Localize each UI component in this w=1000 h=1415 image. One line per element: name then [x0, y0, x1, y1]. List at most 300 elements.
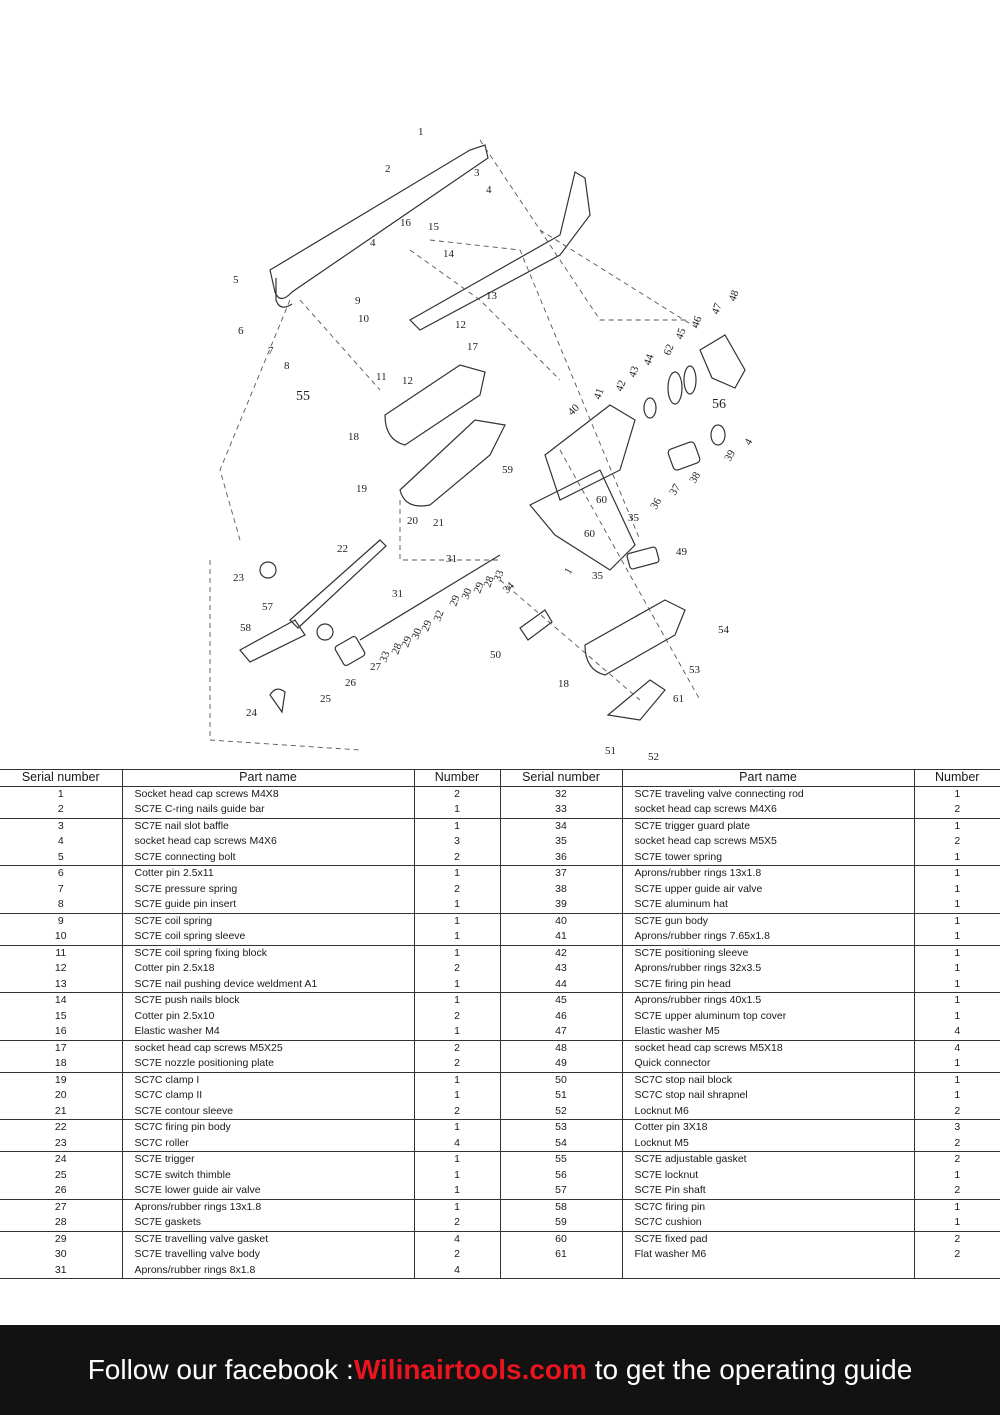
- callout-label: 50: [490, 649, 501, 661]
- quantity-cell: 2: [954, 1248, 961, 1261]
- callout-label: 62: [661, 342, 677, 358]
- table-row: [0, 866, 1000, 882]
- serial-cell: 60: [500, 1231, 622, 1247]
- serial-cell: 51: [500, 1088, 622, 1104]
- parts-table-body: [0, 786, 1000, 1279]
- part-name-cell: socket head cap screws M5X5: [622, 834, 914, 850]
- callout-label: 53: [689, 664, 700, 676]
- callout-label: 52: [648, 751, 659, 763]
- part-name-cell: SC7E nail pushing device weldment A1: [122, 977, 414, 993]
- table-row: [0, 1088, 1000, 1104]
- diagram-callout-labels: [233, 126, 756, 763]
- serial-cell: 49: [500, 1056, 622, 1072]
- part-name-cell: Aprons/rubber rings 13x1.8: [122, 1199, 414, 1215]
- part-name-cell: SC7E guide pin insert: [122, 897, 414, 913]
- table-row: [0, 897, 1000, 913]
- serial-cell: 37: [500, 866, 622, 882]
- callout-label: 60: [584, 528, 595, 540]
- pusher-weldment-part: [410, 172, 590, 330]
- callout-label: 11: [376, 371, 387, 383]
- callout-label: 13: [486, 290, 497, 302]
- part-name-cell: SC7E push nails block: [122, 993, 414, 1009]
- serial-cell: 2: [0, 802, 122, 818]
- part-name-cell: SC7E connecting bolt: [122, 850, 414, 866]
- part-name-cell: SC7C firing pin: [622, 1199, 914, 1215]
- serial-cell: 17: [0, 1040, 122, 1056]
- part-name-cell: SC7E coil spring fixing block: [122, 945, 414, 961]
- serial-cell: 13: [0, 977, 122, 993]
- serial-cell: 44: [500, 977, 622, 993]
- serial-cell: 10: [0, 929, 122, 945]
- quantity-cell: 2: [414, 1104, 500, 1120]
- part-name-cell: SC7C clamp II: [122, 1088, 414, 1104]
- part-name-cell: Cotter pin 2.5x18: [122, 961, 414, 977]
- part-name-cell: SC7E firing pin head: [622, 977, 914, 993]
- callout-label: 5: [233, 274, 239, 286]
- serial-cell: 36: [500, 850, 622, 866]
- serial-cell: 19: [0, 1072, 122, 1088]
- empty-cell: [622, 1263, 914, 1279]
- callout-label: 1: [562, 565, 576, 577]
- serial-cell: 32: [500, 786, 622, 802]
- table-row: [0, 882, 1000, 898]
- quantity-cell: 1: [414, 1152, 500, 1168]
- part-name-cell: Aprons/rubber rings 32x3.5: [622, 961, 914, 977]
- callout-label: 40: [565, 401, 582, 419]
- ring-part: [668, 372, 682, 404]
- part-name-cell: SC7C stop nail block: [622, 1072, 914, 1088]
- quantity-cell: 1: [914, 929, 1000, 945]
- quantity-cell: 2: [914, 1183, 1000, 1199]
- part-name-cell: SC7E upper guide air valve: [622, 882, 914, 898]
- quantity-cell: 1: [954, 946, 961, 959]
- serial-cell: 27: [0, 1199, 122, 1215]
- empty-cell: [914, 1263, 1000, 1279]
- footer-banner: [0, 1325, 1000, 1415]
- table-row: [0, 1152, 1000, 1168]
- serial-cell: 58: [500, 1199, 622, 1215]
- quantity-cell: 2: [414, 1009, 500, 1025]
- part-name-cell: SC7E locknut: [622, 1168, 914, 1184]
- callout-label: 30: [409, 626, 425, 642]
- callout-label: 60: [596, 494, 607, 506]
- quantity-cell: 1: [414, 818, 500, 834]
- serial-cell: 42: [500, 945, 622, 961]
- serial-cell: 46: [500, 1009, 622, 1025]
- stop-block-part: [520, 610, 552, 640]
- callout-label: 42: [613, 378, 629, 394]
- part-name-cell: SC7E traveling valve connecting rod: [622, 786, 914, 802]
- serial-cell: 14: [0, 993, 122, 1009]
- quantity-cell: 4: [414, 1231, 500, 1247]
- callout-label: 26: [345, 677, 356, 689]
- serial-cell: 48: [500, 1040, 622, 1056]
- serial-cell: 34: [500, 818, 622, 834]
- part-name-cell: SC7C roller: [122, 1136, 414, 1152]
- quantity-cell: 1: [954, 787, 961, 800]
- valve-part: [667, 441, 701, 471]
- quantity-cell: 4: [414, 1136, 500, 1152]
- part-name-cell: Cotter pin 2.5x10: [122, 1009, 414, 1025]
- quantity-cell: 1: [914, 850, 1000, 866]
- part-name-cell: SC7E nail slot baffle: [122, 818, 414, 834]
- serial-cell: 21: [0, 1104, 122, 1120]
- part-name-header: Part name: [622, 770, 914, 787]
- callout-label: 46: [689, 314, 705, 330]
- callout-label: 31: [446, 553, 457, 565]
- quantity-cell: 1: [914, 897, 1000, 913]
- callout-label: 41: [591, 386, 607, 402]
- shrapnel-part: [608, 680, 665, 720]
- serial-cell: 6: [0, 866, 122, 882]
- part-name-cell: Aprons/rubber rings 8x1.8: [122, 1263, 414, 1279]
- callout-label: 57: [262, 601, 273, 613]
- table-row: [0, 1009, 1000, 1025]
- diagram-drawing: [240, 145, 745, 720]
- quantity-cell: 2: [914, 1136, 1000, 1152]
- serial-cell: 61: [500, 1247, 622, 1263]
- callout-label: 10: [358, 313, 369, 325]
- quantity-cell: 1: [414, 945, 500, 961]
- callout-label: 25: [320, 693, 331, 705]
- parts-table-header: [0, 770, 1000, 787]
- table-row: [0, 802, 1000, 818]
- quantity-cell: 2: [414, 1056, 500, 1072]
- callout-label: 23: [233, 572, 244, 584]
- quantity-cell: 1: [954, 819, 961, 832]
- callout-label: 35: [628, 512, 639, 524]
- serial-cell: 29: [0, 1231, 122, 1247]
- part-name-cell: socket head cap screws M4X6: [122, 834, 414, 850]
- quantity-cell: 1: [914, 1056, 1000, 1072]
- callout-label: 1: [418, 126, 424, 138]
- serial-cell: 9: [0, 913, 122, 929]
- callout-label: 36: [648, 495, 665, 512]
- callout-label: 33: [377, 649, 393, 665]
- quantity-cell: 2: [414, 1040, 500, 1056]
- table-row: [0, 834, 1000, 850]
- serial-cell: 52: [500, 1104, 622, 1120]
- serial-cell: 47: [500, 1024, 622, 1040]
- part-name-cell: SC7E upper aluminum top cover: [622, 1009, 914, 1025]
- serial-cell: 23: [0, 1136, 122, 1152]
- part-name-cell: SC7E trigger guard plate: [622, 818, 914, 834]
- serial-cell: 20: [0, 1088, 122, 1104]
- serial-cell: 4: [0, 834, 122, 850]
- table-row: [0, 1072, 1000, 1088]
- quantity-cell: 1: [954, 1200, 961, 1213]
- table-row: [0, 1215, 1000, 1231]
- callout-label: 29: [399, 634, 415, 650]
- empty-cell: [500, 1263, 622, 1279]
- part-name-cell: socket head cap screws M5X25: [122, 1040, 414, 1056]
- table-row: [0, 913, 1000, 929]
- part-name-cell: SC7E adjustable gasket: [622, 1152, 914, 1168]
- serial-cell: 5: [0, 850, 122, 866]
- part-name-cell: SC7E nozzle positioning plate: [122, 1056, 414, 1072]
- quantity-cell: 1: [414, 897, 500, 913]
- callout-label: 39: [722, 447, 739, 464]
- serial-cell: 7: [0, 882, 122, 898]
- quantity-cell: 1: [954, 882, 961, 895]
- part-name-cell: Elastic washer M5: [622, 1024, 914, 1040]
- table-row: [0, 945, 1000, 961]
- part-name-cell: Quick connector: [622, 1056, 914, 1072]
- serial-cell: 41: [500, 929, 622, 945]
- lower-valve-part: [334, 635, 366, 666]
- callout-label: 12: [402, 375, 413, 387]
- callout-label: 27: [370, 661, 381, 673]
- part-name-cell: SC7C stop nail shrapnel: [622, 1088, 914, 1104]
- serial-cell: 50: [500, 1072, 622, 1088]
- serial-cell: 18: [0, 1056, 122, 1072]
- quantity-cell: 1: [414, 1024, 500, 1040]
- serial-cell: 8: [0, 897, 122, 913]
- serial-number-header: Serial number: [500, 770, 622, 787]
- serial-cell: 39: [500, 897, 622, 913]
- callout-label: 9: [355, 295, 361, 307]
- quantity-cell: 1: [954, 914, 961, 927]
- quantity-cell: 1: [414, 1168, 500, 1184]
- table-row: [0, 1056, 1000, 1072]
- quantity-cell: 1: [414, 1088, 500, 1104]
- quantity-cell: 1: [954, 994, 961, 1007]
- part-name-cell: Locknut M6: [622, 1104, 914, 1120]
- callout-label: 16: [400, 217, 411, 229]
- table-row: [0, 818, 1000, 834]
- callout-label: 28: [389, 641, 405, 657]
- part-name-cell: SC7C cushion: [622, 1215, 914, 1231]
- quantity-cell: 1: [414, 1199, 500, 1215]
- callout-label: 44: [641, 352, 657, 368]
- table-row: [0, 1247, 1000, 1263]
- quantity-cell: 1: [414, 1120, 500, 1136]
- part-name-cell: SC7E tower spring: [622, 850, 914, 866]
- part-name-cell: SC7E travelling valve gasket: [122, 1231, 414, 1247]
- callout-label: 17: [467, 341, 478, 353]
- guide-bar-part: [270, 145, 488, 299]
- callout-label: 18: [348, 431, 359, 443]
- callout-label: 2: [385, 163, 391, 175]
- part-name-cell: SC7E pressure spring: [122, 882, 414, 898]
- callout-label: 22: [337, 543, 348, 555]
- table-row: [0, 1040, 1000, 1056]
- table-row: [0, 786, 1000, 802]
- serial-cell: 3: [0, 818, 122, 834]
- serial-cell: 56: [500, 1168, 622, 1184]
- callout-label: 14: [443, 248, 454, 260]
- part-name-cell: Cotter pin 3X18: [622, 1120, 914, 1136]
- footer-prefix: Follow our facebook :: [87, 1354, 354, 1385]
- part-name-cell: socket head cap screws M5X18: [622, 1040, 914, 1056]
- callout-label: 20: [407, 515, 418, 527]
- quantity-cell: 1: [954, 867, 961, 880]
- quantity-cell: 4: [954, 1041, 961, 1054]
- part-name-cell: SC7E coil spring: [122, 913, 414, 929]
- part-name-cell: SC7E travelling valve body: [122, 1247, 414, 1263]
- quantity-cell: 1: [414, 977, 500, 993]
- clamp-part: [400, 420, 505, 506]
- quantity-cell: 2: [954, 1153, 961, 1166]
- part-name-cell: Elastic washer M4: [122, 1024, 414, 1040]
- serial-cell: 28: [0, 1215, 122, 1231]
- part-name-cell: SC7E lower guide air valve: [122, 1183, 414, 1199]
- table-row: [0, 1168, 1000, 1184]
- callout-label: 6: [238, 325, 244, 337]
- quantity-cell: 4: [914, 1024, 1000, 1040]
- part-name-cell: Flat washer M6: [622, 1247, 914, 1263]
- quantity-cell: 2: [414, 1247, 500, 1263]
- quantity-cell: 4: [414, 1263, 500, 1279]
- callout-label: 7: [268, 345, 274, 357]
- serial-cell: 1: [0, 786, 122, 802]
- quantity-cell: 1: [414, 1183, 500, 1199]
- nozzle-plate-upper: [385, 365, 485, 445]
- callout-label: 43: [626, 364, 642, 380]
- part-name-cell: SC7E gaskets: [122, 1215, 414, 1231]
- part-name-cell: Aprons/rubber rings 13x1.8: [622, 866, 914, 882]
- serial-cell: 26: [0, 1183, 122, 1199]
- quantity-cell: 2: [914, 802, 1000, 818]
- callout-label: 19: [356, 483, 367, 495]
- callout-label: 30: [459, 586, 475, 602]
- callout-label: 35: [592, 570, 603, 582]
- serial-cell: 15: [0, 1009, 122, 1025]
- quantity-cell: 2: [414, 850, 500, 866]
- callout-label: 49: [676, 546, 687, 558]
- serial-cell: 33: [500, 802, 622, 818]
- quantity-cell: 1: [914, 1215, 1000, 1231]
- callout-label: 4: [370, 237, 376, 249]
- trigger-part: [270, 689, 285, 712]
- callout-label: 28: [481, 574, 497, 590]
- serial-cell: 22: [0, 1120, 122, 1136]
- serial-number-header: Serial number: [0, 770, 122, 787]
- serial-cell: 24: [0, 1152, 122, 1168]
- callout-label: 38: [687, 469, 704, 486]
- callout-label: 37: [667, 481, 684, 498]
- callout-label: 56: [712, 397, 726, 412]
- callout-label: 29: [447, 593, 463, 609]
- table-row: [0, 850, 1000, 866]
- quantity-cell: 2: [414, 1215, 500, 1231]
- quantity-cell: 1: [414, 913, 500, 929]
- quantity-cell: 1: [954, 962, 961, 975]
- callout-label: 51: [605, 745, 616, 757]
- serial-cell: 12: [0, 961, 122, 977]
- callout-label: 18: [558, 678, 569, 690]
- serial-cell: 55: [500, 1152, 622, 1168]
- footer-website-link[interactable]: Wilinairtools.com: [353, 1354, 587, 1385]
- number-header: Number: [414, 770, 500, 787]
- table-row: [0, 977, 1000, 993]
- callout-label: 45: [673, 326, 689, 342]
- quantity-cell: 2: [414, 882, 500, 898]
- callout-label: 59: [502, 464, 513, 476]
- serial-cell: 38: [500, 882, 622, 898]
- callout-label: 29: [419, 618, 435, 634]
- serial-cell: 40: [500, 913, 622, 929]
- part-name-cell: Socket head cap screws M4X8: [122, 786, 414, 802]
- serial-cell: 35: [500, 834, 622, 850]
- quantity-cell: 1: [414, 993, 500, 1009]
- callout-label: 58: [240, 622, 251, 634]
- callout-label: 8: [284, 360, 290, 372]
- quantity-cell: 1: [954, 1089, 961, 1102]
- table-row: [0, 993, 1000, 1009]
- part-name-cell: SC7E Pin shaft: [622, 1183, 914, 1199]
- part-name-cell: SC7E gun body: [622, 913, 914, 929]
- table-row: [0, 1183, 1000, 1199]
- quantity-cell: 1: [414, 1072, 500, 1088]
- part-name-cell: SC7C clamp I: [122, 1072, 414, 1088]
- callout-label: 12: [455, 319, 466, 331]
- aluminum-hat-part: [711, 425, 725, 445]
- part-name-cell: SC7E switch thimble: [122, 1168, 414, 1184]
- quick-connector-part: [626, 546, 659, 569]
- serial-cell: 45: [500, 993, 622, 1009]
- table-row: [0, 1263, 1000, 1279]
- part-name-cell: SC7E fixed pad: [622, 1231, 914, 1247]
- callout-label: 4: [742, 436, 756, 448]
- quantity-cell: 2: [414, 961, 500, 977]
- assembly-guides: [210, 140, 700, 750]
- footer-suffix: to get the operating guide: [586, 1354, 913, 1385]
- quantity-cell: 2: [954, 835, 961, 848]
- callout-label: 61: [673, 693, 684, 705]
- callout-label: 34: [500, 579, 517, 597]
- part-name-cell: SC7E C-ring nails guide bar: [122, 802, 414, 818]
- part-name-header: Part name: [122, 770, 414, 787]
- top-cover-part: [700, 335, 745, 388]
- quantity-cell: 3: [954, 1121, 961, 1134]
- ring-part: [684, 366, 696, 394]
- table-row: [0, 929, 1000, 945]
- quantity-cell: 1: [914, 977, 1000, 993]
- quantity-cell: 1: [954, 1073, 961, 1086]
- serial-cell: 54: [500, 1136, 622, 1152]
- table-row: [0, 1120, 1000, 1136]
- table-row: [0, 1136, 1000, 1152]
- part-name-cell: SC7E trigger: [122, 1152, 414, 1168]
- parts-table: [0, 769, 1000, 1279]
- roller-part: [260, 562, 276, 578]
- quantity-cell: 2: [954, 1232, 961, 1245]
- serial-cell: 31: [0, 1263, 122, 1279]
- part-name-cell: Aprons/rubber rings 40x1.5: [622, 993, 914, 1009]
- part-name-cell: SC7C firing pin body: [122, 1120, 414, 1136]
- callout-label: 15: [428, 221, 439, 233]
- part-name-cell: SC7E positioning sleeve: [622, 945, 914, 961]
- quantity-cell: 2: [414, 786, 500, 802]
- part-name-cell: SC7E aluminum hat: [622, 897, 914, 913]
- table-row: [0, 961, 1000, 977]
- quantity-cell: 1: [414, 866, 500, 882]
- serial-cell: 16: [0, 1024, 122, 1040]
- serial-cell: 25: [0, 1168, 122, 1184]
- callout-label: 4: [486, 184, 492, 196]
- ring-part: [644, 398, 656, 418]
- table-row: [0, 1199, 1000, 1215]
- quantity-cell: 1: [954, 1168, 961, 1181]
- callout-label: 21: [433, 517, 444, 529]
- quantity-cell: 1: [414, 929, 500, 945]
- part-name-cell: SC7E coil spring sleeve: [122, 929, 414, 945]
- callout-label: 24: [246, 707, 257, 719]
- callout-label: 32: [431, 608, 447, 624]
- part-name-cell: Aprons/rubber rings 7.65x1.8: [622, 929, 914, 945]
- table-row: [0, 1104, 1000, 1120]
